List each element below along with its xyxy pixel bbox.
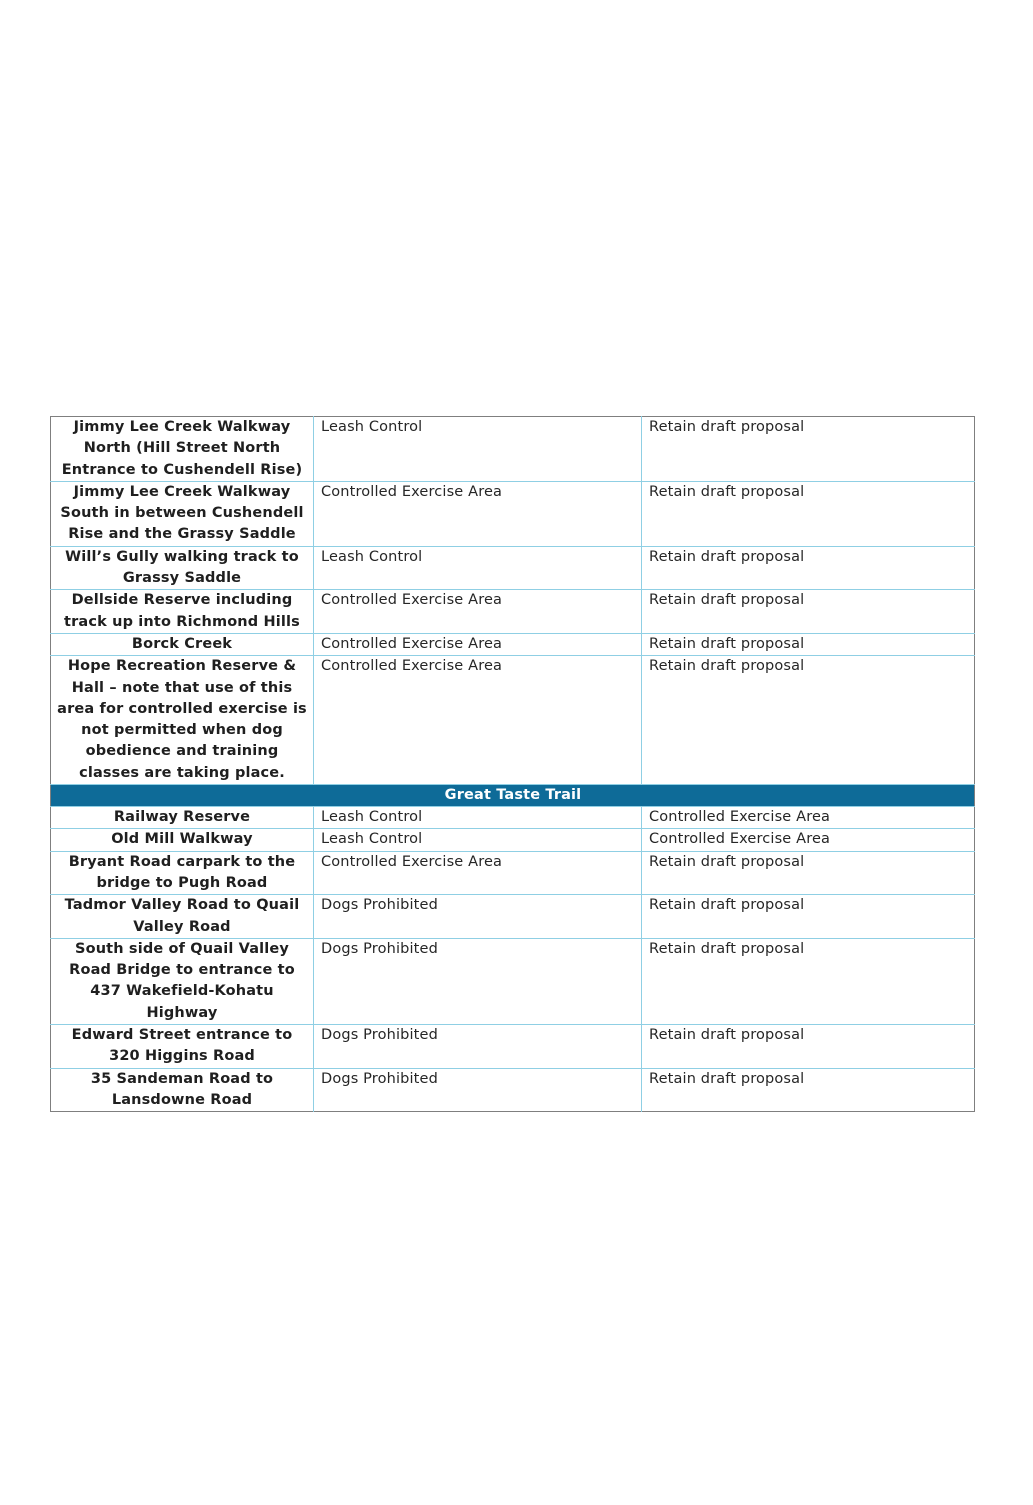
current-rule-cell: Dogs Prohibited — [314, 895, 642, 939]
current-rule-cell: Leash Control — [314, 417, 642, 482]
dog-control-areas-table — [50, 416, 975, 1112]
table-row — [51, 417, 975, 482]
current-rule-cell: Controlled Exercise Area — [314, 481, 642, 546]
decision-cell: Retain draft proposal — [642, 851, 975, 895]
current-rule-cell: Controlled Exercise Area — [314, 590, 642, 634]
location-cell: Jimmy Lee Creek Walkway North (Hill Street North Entrance to Cushendell Rise) — [51, 417, 314, 482]
location-cell: Jimmy Lee Creek Walkway South in between Cushendell Rise and the Grassy Saddle — [51, 481, 314, 546]
table-row — [51, 656, 975, 785]
location-cell: Hope Recreation Reserve & Hall – note that use of this area for controlled exercise is not permitted when dog obedience and training classes are taking place. — [51, 656, 314, 785]
table-row — [51, 633, 975, 655]
decision-cell: Controlled Exercise Area — [642, 829, 975, 851]
current-rule-cell: Dogs Prohibited — [314, 938, 642, 1024]
current-rule-cell: Controlled Exercise Area — [314, 851, 642, 895]
current-rule-cell: Leash Control — [314, 829, 642, 851]
decision-cell: Retain draft proposal — [642, 633, 975, 655]
location-cell: Bryant Road carpark to the bridge to Pugh Road — [51, 851, 314, 895]
decision-cell: Retain draft proposal — [642, 656, 975, 785]
current-rule-cell: Controlled Exercise Area — [314, 633, 642, 655]
location-cell: Will’s Gully walking track to Grassy Saddle — [51, 546, 314, 590]
location-cell: Tadmor Valley Road to Quail Valley Road — [51, 895, 314, 939]
table-row — [51, 590, 975, 634]
table-row — [51, 938, 975, 1024]
decision-cell: Retain draft proposal — [642, 481, 975, 546]
current-rule-cell: Leash Control — [314, 546, 642, 590]
table-row — [51, 851, 975, 895]
section-heading: Great Taste Trail — [51, 785, 975, 807]
decision-cell: Retain draft proposal — [642, 417, 975, 482]
table-row — [51, 1025, 975, 1069]
table-row — [51, 895, 975, 939]
current-rule-cell: Dogs Prohibited — [314, 1025, 642, 1069]
decision-cell: Retain draft proposal — [642, 1068, 975, 1112]
decision-cell: Retain draft proposal — [642, 590, 975, 634]
location-cell: 35 Sandeman Road to Lansdowne Road — [51, 1068, 314, 1112]
location-cell: South side of Quail Valley Road Bridge to entrance to 437 Wakefield-Kohatu Highway — [51, 938, 314, 1024]
table-row — [51, 481, 975, 546]
table-row — [51, 546, 975, 590]
current-rule-cell: Controlled Exercise Area — [314, 656, 642, 785]
location-cell: Old Mill Walkway — [51, 829, 314, 851]
section-heading-row — [51, 785, 975, 807]
location-cell: Edward Street entrance to 320 Higgins Road — [51, 1025, 314, 1069]
location-cell: Railway Reserve — [51, 807, 314, 829]
location-cell: Borck Creek — [51, 633, 314, 655]
decision-cell: Retain draft proposal — [642, 895, 975, 939]
decision-cell: Retain draft proposal — [642, 546, 975, 590]
decision-cell: Retain draft proposal — [642, 1025, 975, 1069]
table-row — [51, 829, 975, 851]
table-row — [51, 807, 975, 829]
table-row — [51, 1068, 975, 1112]
current-rule-cell: Dogs Prohibited — [314, 1068, 642, 1112]
decision-cell: Controlled Exercise Area — [642, 807, 975, 829]
decision-cell: Retain draft proposal — [642, 938, 975, 1024]
location-cell: Dellside Reserve including track up into Richmond Hills — [51, 590, 314, 634]
current-rule-cell: Leash Control — [314, 807, 642, 829]
